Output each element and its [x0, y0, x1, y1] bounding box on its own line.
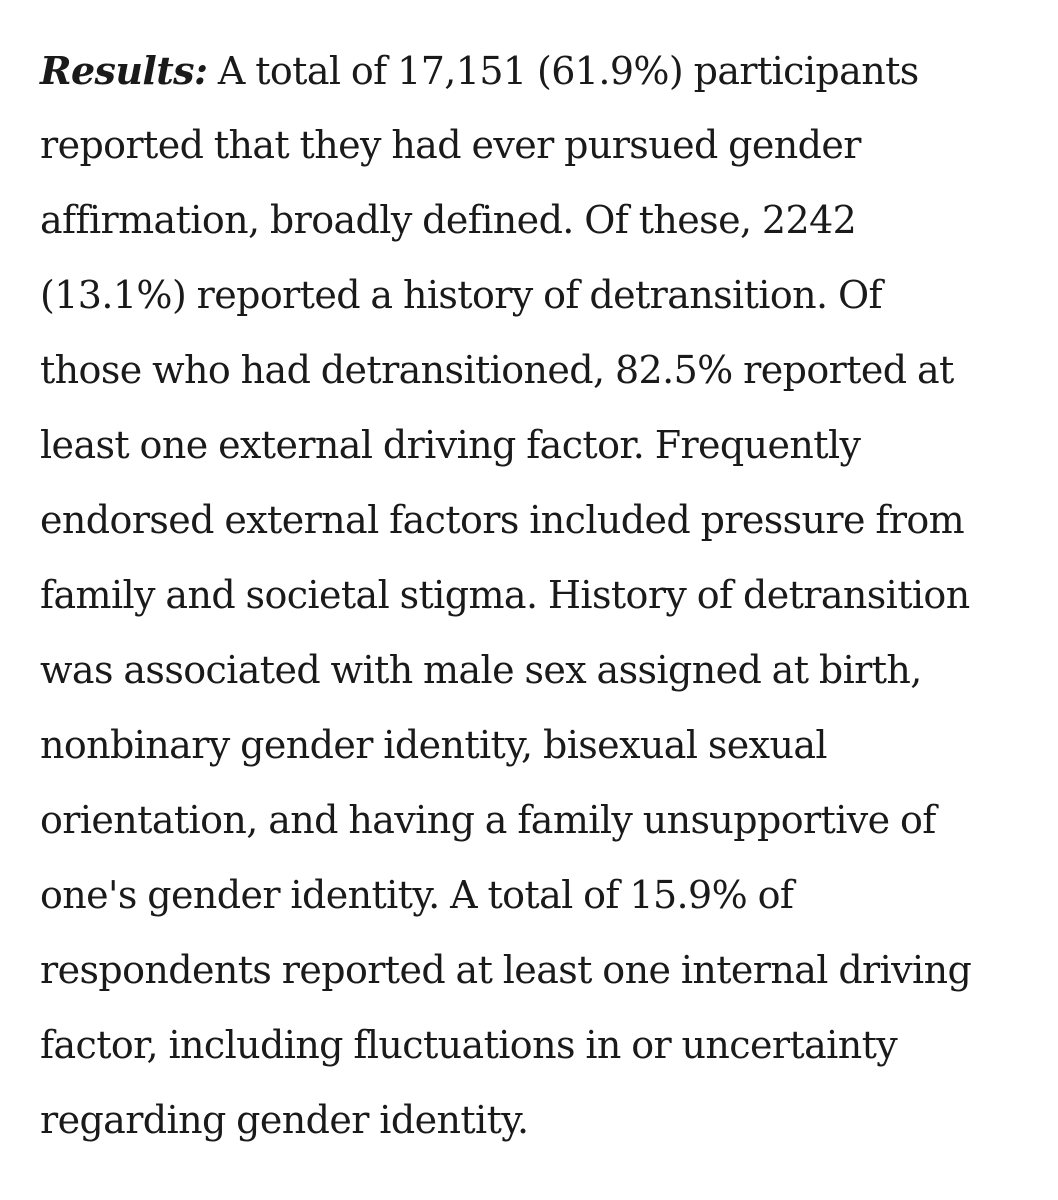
text-line: family and societal stigma. History of detransition: [40, 573, 970, 617]
text-line: was associated with male sex assigned at birth,: [40, 648, 922, 692]
text-line: one's gender identity. A total of 15.9% of: [40, 873, 794, 917]
text-line: those who had detransitioned, 82.5% reported at: [40, 348, 954, 392]
text-line: reported that they had ever pursued gender: [40, 123, 861, 167]
text-line: [40, 33, 1040, 108]
text-line-content: A total of 17,151 (61.9%) participants: [217, 49, 919, 93]
text-line: respondents reported at least one internal driving: [40, 948, 972, 992]
text-line: (13.1%) reported a history of detransition. Of: [40, 273, 882, 317]
results-label: Results:: [40, 48, 208, 93]
text-line: least one external driving factor. Frequently: [40, 423, 861, 467]
text-line: regarding gender identity.: [40, 1098, 529, 1142]
text-line: orientation, and having a family unsupportive of: [40, 798, 936, 842]
text-line: affirmation, broadly defined. Of these, 2242: [40, 198, 857, 242]
text-line: endorsed external factors included pressure from: [40, 498, 965, 542]
results-paragraph: [40, 33, 1040, 1158]
text-line: nonbinary gender identity, bisexual sexual: [40, 723, 827, 767]
text-line: factor, including fluctuations in or uncertainty: [40, 1023, 898, 1067]
